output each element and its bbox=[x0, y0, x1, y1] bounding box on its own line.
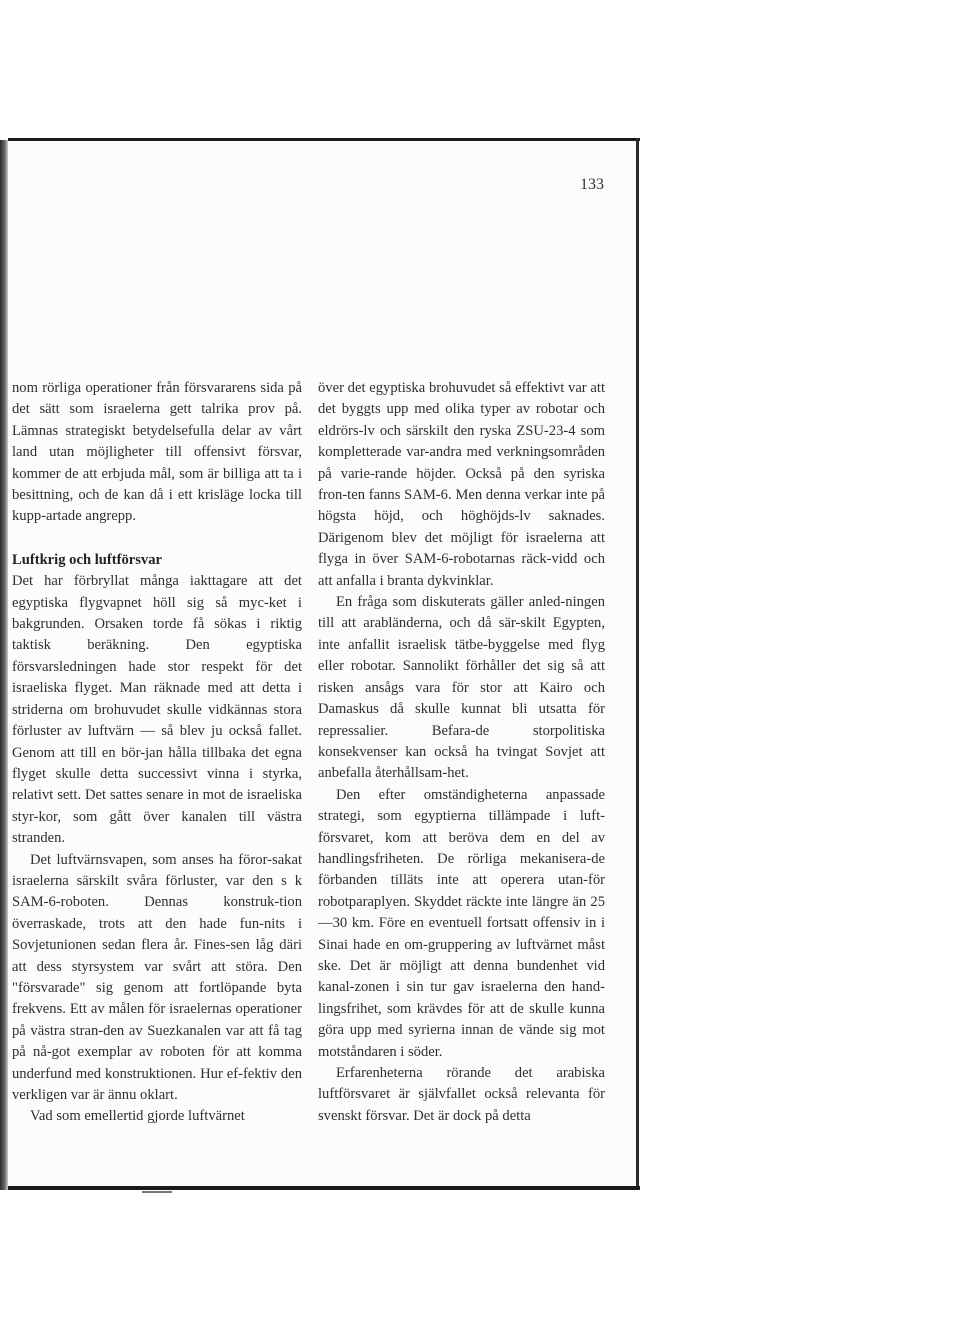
left-intro-paragraph: nom rörliga operationer från försvararens sida på det sätt som israelerna gett talrika prov på. Lämnas strategiskt betydelsefulla delar av vårt land utan möjligheter till offensivt försvar, kommer de att erbjuda mål, som är billiga att ta i besittning, och de kan då i ett krisläge locka till kupp-artade angrepp. bbox=[12, 380, 302, 525]
left-section-paragraph-3: Vad som emellertid gjorde luftvärnet bbox=[30, 1108, 245, 1125]
page-right-edge bbox=[636, 138, 639, 1190]
left-section-paragraph-1: Det har förbryllat många iakttagare att det egyptiska flygvapnet höll sig så myc-ket i bakgrunden. Orsaken torde få sökas i riktig taktisk beräkning. Den egyptiska försvarsledningen hade stor respekt för det israeliska flyget. Man räknade med att detta i striderna om brohuvudet skulle vidkännas stora förluster av luftvärn — så blev ju också fallet. Genom att till en bör-jan hålla tillbaka det egna flyget skulle detta successivt vinna i styrka, relativt sett. Det sattes senare in mot de israeliska styr-kor, som gått över kanalen till västra stranden. bbox=[12, 573, 302, 847]
right-paragraph-2: En fråga som diskuterats gäller anled-ningen till att arabländerna, och då sär-skilt Egypten, inte anfallit israelisk tätbe-byggelse med flyg eller robotar. Sannolikt förhåller det sig så att risken ansågs vara för stor att Kairo och Damaskus då skulle kunnat bli utsatta för repressalier. Befara-de storpolitiska konsekvenser kan också ha tvingat Sovjet att anbefalla återhållsam-het. bbox=[318, 594, 605, 782]
right-paragraph-1: över det egyptiska brohuvudet så effektivt var att det byggts upp med olika typer av robotar och eldrörs-lv och särskilt den ryska ZSU-23-4 som kompletterade var-andra med verkningsområden på varie-rande höjder. Också på den syriska fron-ten fanns SAM-6. Men denna verkar inte på högsta höjd, och höghöjds-lv saknades. Därigenom blev det möjligt för israelerna att flyga in över SAM-6-robotarnas räck-vidd och att anfalla i branta dykvinklar. bbox=[318, 380, 605, 589]
right-column bbox=[318, 378, 605, 1127]
right-paragraph-3: Den efter omständigheterna anpassade strategi, som egyptierna tillämpade i luft-försvaret, kom att beröva dem en del av handlingsfriheten. De rörliga mekanisera-de förbanden tilläts inte att operera utan-för robotparaplyen. Skyddet räckte inte längre än 25—30 km. Före en eventuell fortsatt offensiv in i Sinai hade en om-gruppering av luftvärnet måst ske. Det är möjligt att denna bundenhet vid kanal-zonen i sin tur gav israelerna den hand-lingsfrihet, som krävdes för att de skulle kunna göra upp med syrierna innan de vände sig mot motståndaren i söder. bbox=[318, 786, 605, 1060]
left-column bbox=[12, 378, 302, 1128]
page-bottom-edge bbox=[0, 1186, 640, 1190]
page-bottom-mark bbox=[142, 1191, 172, 1193]
page-top-edge bbox=[8, 138, 640, 141]
left-section-paragraph-2: Det luftvärnsvapen, som anses ha föror-sakat israelerna särskilt svåra förluster, var den s k SAM-6-roboten. Dennas konstruk-tion överraskade, trots att den hade fun-nits i Sovjetunionen sedan flera år. Fines-sen låg däri att dess styrsystem var svårt att störa. Den "försvarade" sig genom att fortlöpande byta frekvens. Ett av målen för israelernas operationer på västra stran-den av Suezkanalen var att få tag på nå-got exemplar av roboten för att komma underfund med konstruktionen. Hur ef-fektiv den verkligen var är ännu oklart. bbox=[12, 851, 302, 1103]
page-number: 133 bbox=[580, 176, 604, 193]
right-paragraph-4: Erfarenheterna rörande det arabiska luftförsvaret är självfallet också relevanta för svenskt försvar. Det är dock på detta bbox=[318, 1065, 605, 1124]
page-spine-shadow bbox=[0, 140, 8, 1190]
section-heading: Luftkrig och luftförsvar bbox=[12, 551, 162, 568]
